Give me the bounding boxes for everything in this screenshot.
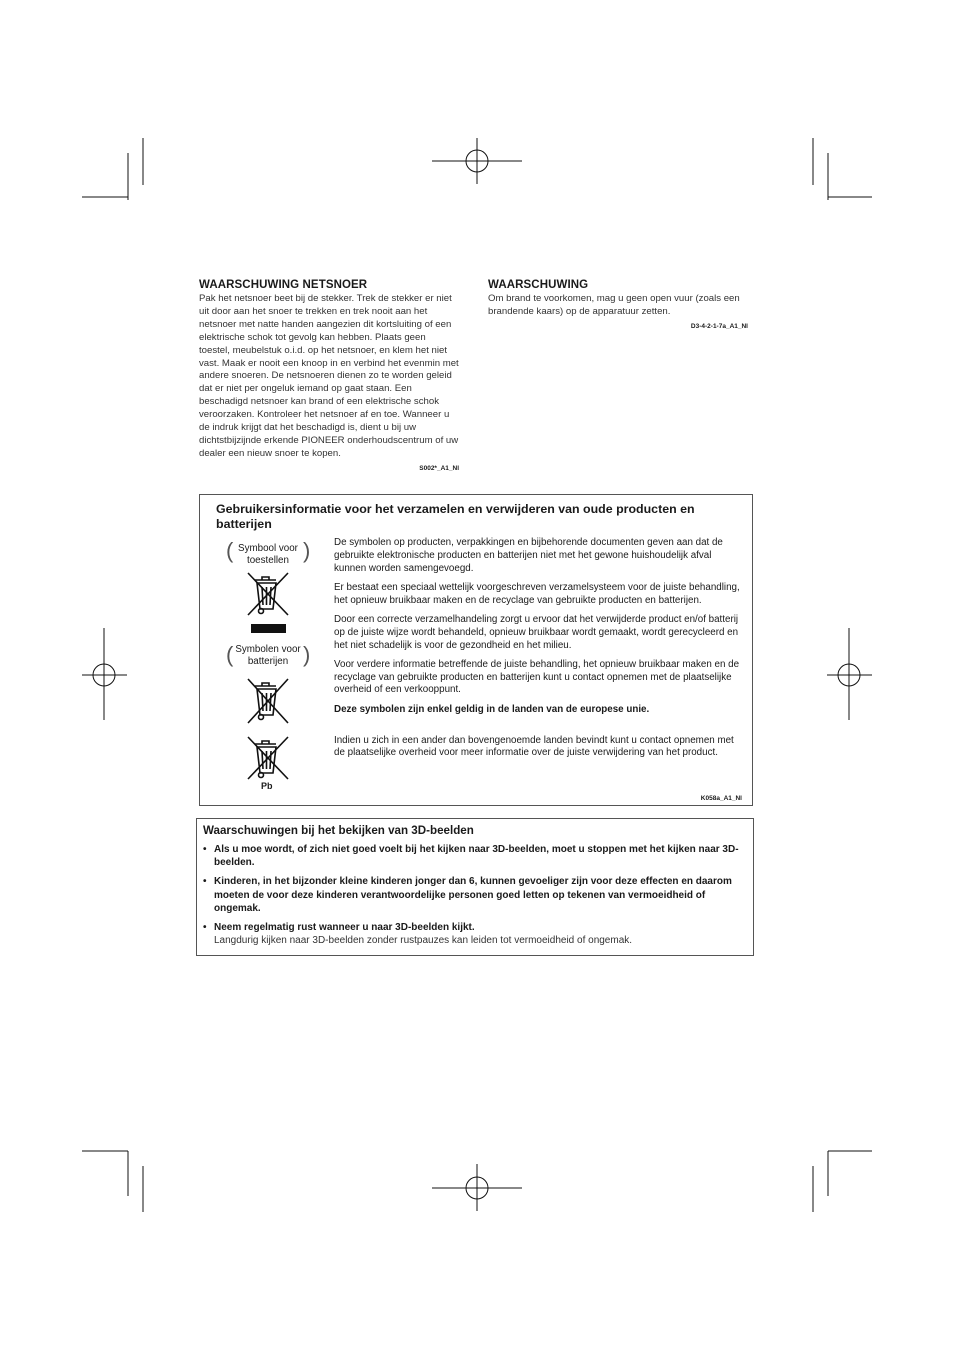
crossed-bin-devices-icon <box>246 571 290 617</box>
fire-warning-code: D3-4-2-1-7a_A1_Nl <box>690 322 748 330</box>
disposal-info-text <box>334 537 746 767</box>
pb-label: Pb <box>261 781 273 791</box>
fire-warning <box>488 279 748 330</box>
paren-right-icon: ) <box>303 642 311 667</box>
3d-warnings-box <box>196 818 754 956</box>
disposal-eu-note: Deze symbolen zijn enkel geldig in de landen van de europese unie. <box>334 703 650 715</box>
3d-warnings-title: Waarschuwingen bij het bekijken van 3D-beelden <box>203 824 474 837</box>
3d-warning-bold: Als u moe wordt, of zich niet goed voelt bij het kijken naar 3D-beelden, moet u stoppen met het kijken naar 3D-beelden. <box>214 844 739 869</box>
disposal-paragraph: Er bestaat een speciaal wettelijk voorgeschreven verzamelsysteem voor de juiste behandling, het opnieuw bruikbaar maken en de recyclage van gebruikte producten en batterijen. <box>334 581 740 606</box>
3d-warning-detail: Langdurig kijken naar 3D-beelden zonder rustpauzes kan leiden tot vermoeidheid of ongemak. <box>214 935 633 947</box>
solid-bar-icon <box>251 624 286 633</box>
3d-warning-bold: Kinderen, in het bijzonder kleine kinderen jonger dan 6, kunnen gevoeliger zijn voor deze effecten en daarom moeten de voor deze kinderen verantwoordelijke personen goed letten op tekenen van vermoeidheid of ongemak. <box>214 876 732 914</box>
disposal-info-box <box>199 494 753 806</box>
disposal-paragraph: Indien u zich in een ander dan bovengenoemde landen bevindt kunt u contact opnemen met de plaatselijke overheid voor meer informatie over de juiste verwijdering van het product. <box>334 734 734 759</box>
crossed-bin-battery-pb-icon <box>246 735 290 781</box>
disposal-info-title: Gebruikersinformatie voor het verzamelen en verwijderen van oude producten en batterijen <box>216 502 695 531</box>
list-item <box>203 875 751 915</box>
3d-warning-bold: Neem regelmatig rust wanneer u naar 3D-beelden kijkt. <box>214 922 475 934</box>
power-cord-warning-title: WAARSCHUWING NETSNOER <box>199 279 368 291</box>
fire-warning-body: Om brand te voorkomen, mag u geen open vuur (zoals een brandende kaars) op de apparatuur zetten. <box>488 293 740 317</box>
paren-left-icon: ( <box>226 538 234 563</box>
symbol-devices-label: Symbool voor toestellen <box>238 543 298 566</box>
power-cord-warning-body: Pak het netsnoer beet bij de stekker. Trek de stekker er niet uit door aan het snoer te trekken en trek nooit aan het netsnoer met natte handen aangezien dit kortsluiting of een elektrische schok tot gevolg kan hebben. Plaats geen toestel, meubelstuk o.i.d. op het netsnoer, en klem het niet vast. Maak er nooit een knoop in en verbind het evenmin met andere snoeren. De netsnoeren dienen zo te worden geleid dat er niet per ongeluk iemand op gaat staan. Een beschadigd netsnoer kan brand of een elektrische schok veroorzaken. Kontroleer het netsnoer af en toe. Wanneer u de indruk krijgt dat het beschadigd is, dient u bij uw dichtstbijzijnde erkende PIONEER onderhoudscentrum of uw dealer een nieuw snoer te kopen. <box>199 293 459 459</box>
fire-warning-title: WAARSCHUWING <box>488 279 589 291</box>
disposal-info-code: K058a_A1_Nl <box>700 795 742 802</box>
power-cord-warning-code: S002*_A1_Nl <box>419 464 459 472</box>
paren-right-icon: ) <box>303 538 311 563</box>
list-item <box>203 921 751 947</box>
power-cord-warning <box>199 279 459 472</box>
disposal-paragraph: De symbolen op producten, verpakkingen en bijbehorende documenten geven aan dat de gebruikte elektronische producten en batterijen niet met het gewone huishoudelijk afval kunnen worden samengevoegd. <box>334 537 723 574</box>
paren-left-icon: ( <box>226 642 234 667</box>
crossed-bin-battery-icon <box>246 677 290 725</box>
disposal-paragraph: Voor verdere informatie betreffende de juiste behandling, het opnieuw bruikbaar maken en de recyclage van gebruikte producten en batterijen kunt u contact opnemen met de plaatselijke overheid of een verkooppunt. <box>334 658 740 696</box>
symbol-batteries-label: Symbolen voor batterijen <box>235 644 301 667</box>
list-item <box>203 843 751 869</box>
3d-warnings-list <box>203 843 751 953</box>
disposal-paragraph: Door een correcte verzamelhandeling zorgt u ervoor dat het verwijderde product en/of batterij op de juiste wijze wordt behandeld, opnieuw bruikbaar wordt gemaakt, wordt gerecycleerd en het niet schadelijk is voor de gezondheid en het milieu. <box>334 613 739 651</box>
